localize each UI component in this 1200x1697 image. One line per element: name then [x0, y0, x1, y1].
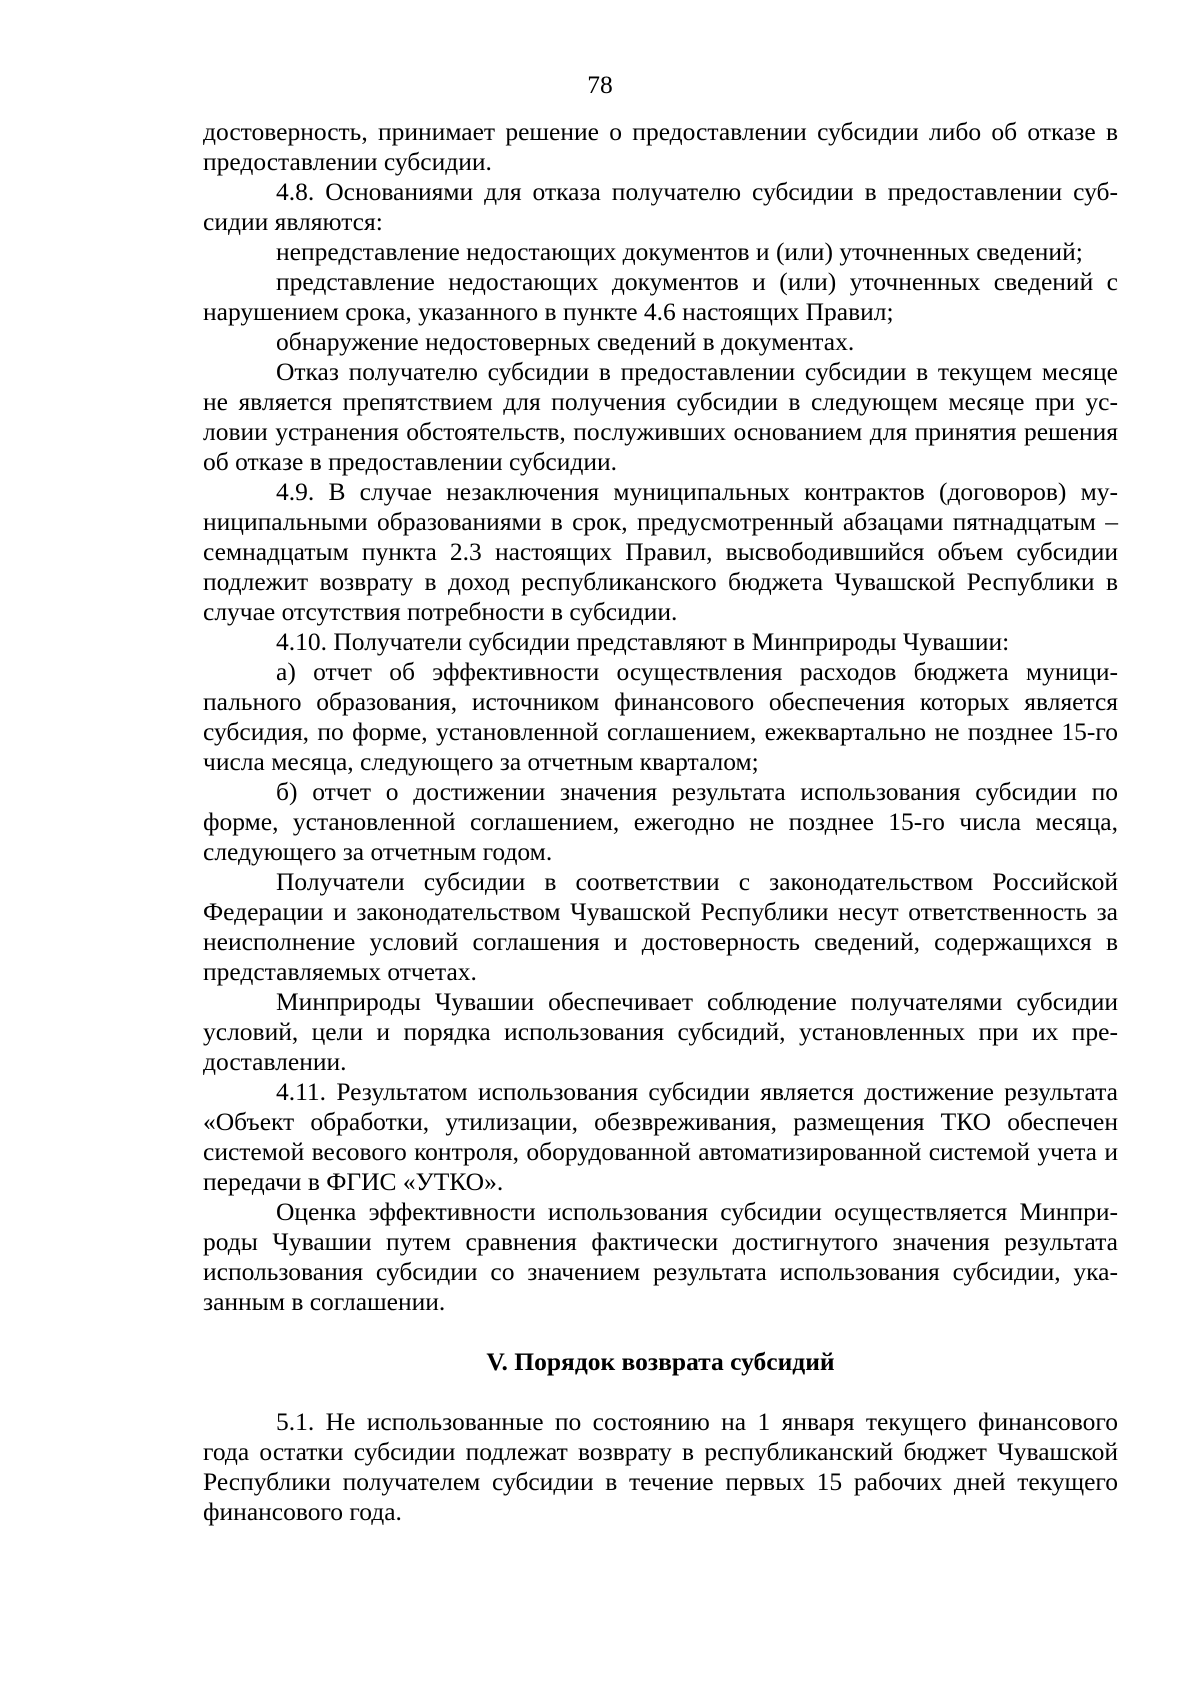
paragraph: а) отчет об эффективности осуществления расходов бюджета муниципального образования, источником финансового обеспечения которых является субсидия, по форме, установленной соглашением, ежеквартально не позднее 15-го числа месяца, следующего за отчетным кварталом; — [203, 657, 1118, 776]
page-number: 78 — [587, 70, 613, 99]
paragraph: 4.11. Результатом использования субсидии является достижение результата «Объект обработки, утилизации, обезвреживания, размещения ТКО обеспечен системой весового контроля, оборудованной автоматизированной системой учета и передачи в ФГИС «УТКО». — [203, 1077, 1118, 1196]
section-heading: V. Порядок возврата субсидий — [486, 1347, 835, 1376]
paragraph: 4.9. В случае незаключения муниципальных контрактов (договоров) муниципальными образованиями в срок, предусмотренный абзацами пятнадцатым – семнадцатым пункта 2.3 настоящих Правил, высвободившийся объем субсидии подлежит возврату в доход республиканского бюджета Чувашской Республики в случае отсутствия потребности в субсидии. — [203, 477, 1118, 626]
document-body — [203, 117, 1118, 1527]
paragraph: обнаружение недостоверных сведений в документах. — [276, 327, 855, 356]
paragraph: 4.10. Получатели субсидии представляют в Минприроды Чувашии: — [276, 627, 1010, 656]
paragraph: Отказ получателю субсидии в предоставлении субсидии в текущем месяце не является препятствием для получения субсидии в следующем месяце при условии устранения обстоятельств, послуживших основанием для принятия решения об отказе в предоставлении субсидии. — [203, 357, 1118, 476]
paragraph: 4.8. Основаниями для отказа получателю субсидии в предоставлении субсидии являются: — [203, 177, 1118, 236]
paragraph: б) отчет о достижении значения результата использования субсидии по форме, установленной соглашением, ежегодно не позднее 15-го числа месяца, следующего за отчетным годом. — [203, 777, 1118, 866]
paragraph: представление недостающих документов и (или) уточненных сведений с нарушением срока, указанного в пункте 4.6 настоящих Правил; — [203, 267, 1118, 326]
paragraph: непредставление недостающих документов и (или) уточненных сведений; — [276, 237, 1083, 266]
paragraph: достоверность, принимает решение о предоставлении субсидии либо об отказе в предоставлении субсидии. — [203, 117, 1118, 176]
paragraph: Оценка эффективности использования субсидии осуществляется Минприроды Чувашии путем сравнения фактически достигнутого значения результата использования субсидии со значением результата использования субсидии, указанным в соглашении. — [203, 1197, 1118, 1316]
paragraph: Получатели субсидии в соответствии с законодательством Российской Федерации и законодательством Чувашской Республики несут ответственность за неисполнение условий соглашения и достоверность сведений, содержащихся в представляемых отчетах. — [203, 867, 1118, 986]
paragraph: Минприроды Чувашии обеспечивает соблюдение получателями субсидии условий, цели и порядка использования субсидий, установленных при их предоставлении. — [203, 987, 1118, 1076]
paragraph: 5.1. Не использованные по состоянию на 1 января текущего финансового года остатки субсидии подлежат возврату в республиканский бюджет Чувашской Республики получателем субсидии в течение первых 15 рабочих дней текущего финансового года. — [203, 1407, 1118, 1526]
